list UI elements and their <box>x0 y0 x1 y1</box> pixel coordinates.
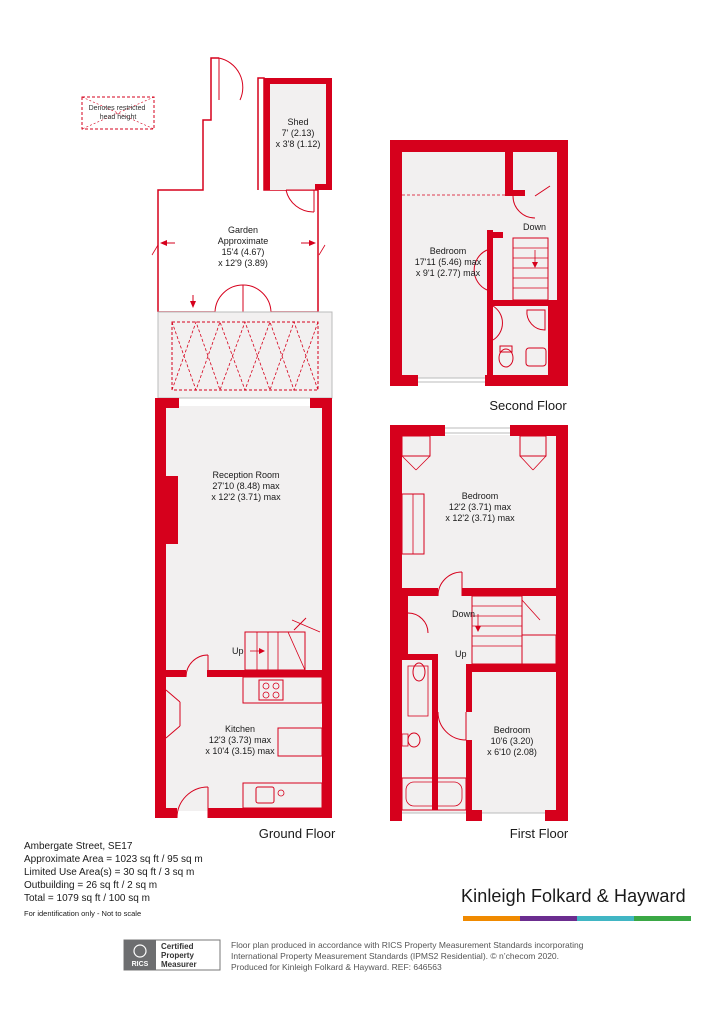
first-bedroom1-dim-2: x 12'2 (3.71) max <box>445 513 515 523</box>
second-bedroom-dim-1: 17'11 (5.46) max <box>414 257 482 267</box>
legend-line-1: Denotes restricted <box>88 105 146 112</box>
first-bedroom2-dim-1: 10'6 (3.20) <box>490 736 534 746</box>
shed-name: Shed <box>287 117 309 127</box>
rics-cert-2: Property <box>161 951 194 960</box>
rics-cert-3: Measurer <box>161 960 197 969</box>
first-floor-title: First Floor <box>509 826 569 841</box>
garden-dim-3: x 12'9 (3.89) <box>218 258 268 268</box>
address: Ambergate Street, SE17 <box>24 841 133 852</box>
garden-name: Garden <box>227 225 259 235</box>
second-floor-title: Second Floor <box>489 398 567 413</box>
approx-area: Approximate Area = 1023 sq ft / 95 sq m <box>24 854 203 865</box>
garden-dim-1: Approximate <box>217 236 269 246</box>
shed-dim-1: 7' (2.13) <box>281 128 315 138</box>
first-bedroom1-name: Bedroom <box>461 491 499 501</box>
disclaimer: For identification only - Not to scale <box>24 909 142 918</box>
reception-dim-2: x 12'2 (3.71) max <box>211 492 281 502</box>
kitchen-dim-2: x 10'4 (3.15) max <box>205 746 275 756</box>
property-info <box>24 840 203 920</box>
second-bedroom-dim-2: x 9'1 (2.77) max <box>415 268 481 278</box>
outbuilding-area: Outbuilding = 26 sq ft / 2 sq m <box>24 880 158 891</box>
garden-label <box>218 225 269 268</box>
ground-floor-title: Ground Floor <box>258 826 336 841</box>
first-bedroom2-dim-2: x 6'10 (2.08) <box>487 747 537 757</box>
kitchen-dim-1: 12'3 (3.73) max <box>208 735 272 745</box>
ground-floor <box>152 58 336 841</box>
brand-name: Kinleigh Folkard & Hayward <box>461 886 686 906</box>
brand-bar-orange <box>463 916 520 921</box>
reception-name: Reception Room <box>212 470 280 480</box>
rics-cert-1: Certified <box>161 942 194 951</box>
reception-label <box>211 470 281 502</box>
restricted-height-legend <box>82 97 154 129</box>
shed-dim-2: x 3'8 (1.12) <box>275 139 321 149</box>
ground-stair-up-label: Up <box>232 646 244 656</box>
second-bedroom-name: Bedroom <box>429 246 467 256</box>
brand-bar-green <box>634 916 691 921</box>
reception-dim-1: 27'10 (8.48) max <box>212 481 280 491</box>
legend-line-2: head height <box>99 114 137 121</box>
second-floor <box>390 140 568 413</box>
brand-bar-teal <box>577 916 634 921</box>
kitchen-name: Kitchen <box>224 724 256 734</box>
rics-logo <box>124 940 220 970</box>
total-area: Total = 1079 sq ft / 100 sq m <box>24 893 150 904</box>
glazed-roof <box>158 312 332 398</box>
first-floor <box>390 425 569 841</box>
rics-line-3: Produced for Kinleigh Folkard & Hayward. REF: 646563 <box>231 962 442 972</box>
first-stair-up-label: Up <box>455 649 467 659</box>
brand-bar-purple <box>520 916 577 921</box>
first-stair-down-label: Down <box>452 609 476 619</box>
rics-badge-text: RICS <box>131 961 149 968</box>
limited-use-area: Limited Use Area(s) = 30 sq ft / 3 sq m <box>24 867 195 878</box>
rics-statement <box>231 940 583 973</box>
first-bedroom2-name: Bedroom <box>493 725 531 735</box>
garden-dim-2: 15'4 (4.67) <box>221 247 265 257</box>
first-bedroom1-dim-1: 12'2 (3.71) max <box>448 502 512 512</box>
rics-line-1: Floor plan produced in accordance with RICS Property Measurement Standards incorporating <box>231 940 584 950</box>
second-stair-down-label: Down <box>523 222 547 232</box>
rics-line-2: International Property Measurement Standards (IPMS2 Residential). © n’checom 2020. <box>231 951 560 961</box>
legend-note <box>89 105 148 121</box>
